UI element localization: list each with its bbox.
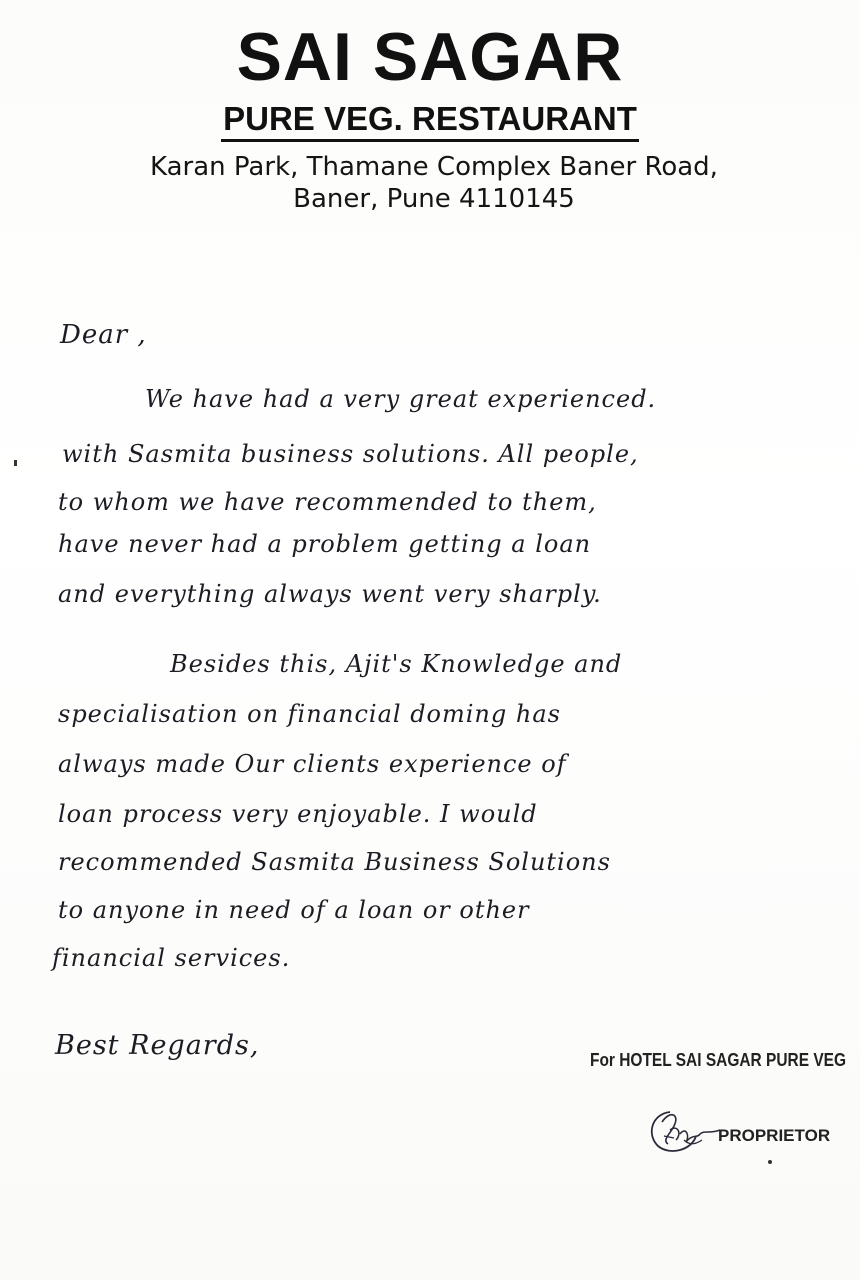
letter-line: have never had a problem getting a loan (58, 530, 592, 558)
subtitle-text: PURE VEG. RESTAURANT (221, 100, 639, 142)
stamp-proprietor: PROPRIETOR (718, 1126, 831, 1145)
letter-line: specialisation on financial doming has (58, 700, 561, 728)
letter-line: Besides this, Ajit's Knowledge and (170, 650, 623, 678)
address-line-2: Baner, Pune 4110145 (293, 184, 575, 214)
letter-line: to whom we have recommended to them, (58, 488, 597, 516)
address-line-1: Karan Park, Thamane Complex Baner Road, (150, 152, 718, 182)
letter-line: and everything always went very sharply. (58, 580, 602, 608)
letter-line: to anyone in need of a loan or other (58, 896, 530, 924)
margin-mark (14, 460, 17, 466)
letter-line: with Sasmita business solutions. All people, (62, 440, 639, 468)
restaurant-subtitle (0, 100, 860, 138)
closing: Best Regards, (55, 1030, 260, 1061)
restaurant-name: SAI SAGAR (236, 19, 624, 95)
letter-line: financial services. (52, 944, 291, 972)
stamp-for-hotel: For HOTEL SAI SAGAR PURE VEG (590, 1050, 847, 1070)
signature (640, 1100, 725, 1160)
letter-line: recommended Sasmita Business Solutions (58, 848, 611, 876)
salutation: Dear , (60, 320, 147, 350)
letter-line: always made Our clients experience of (58, 750, 567, 778)
letter-line: We have had a very great experienced. (145, 385, 657, 413)
letter-line: loan process very enjoyable. I would (58, 800, 538, 828)
stamp-mark (768, 1160, 772, 1164)
